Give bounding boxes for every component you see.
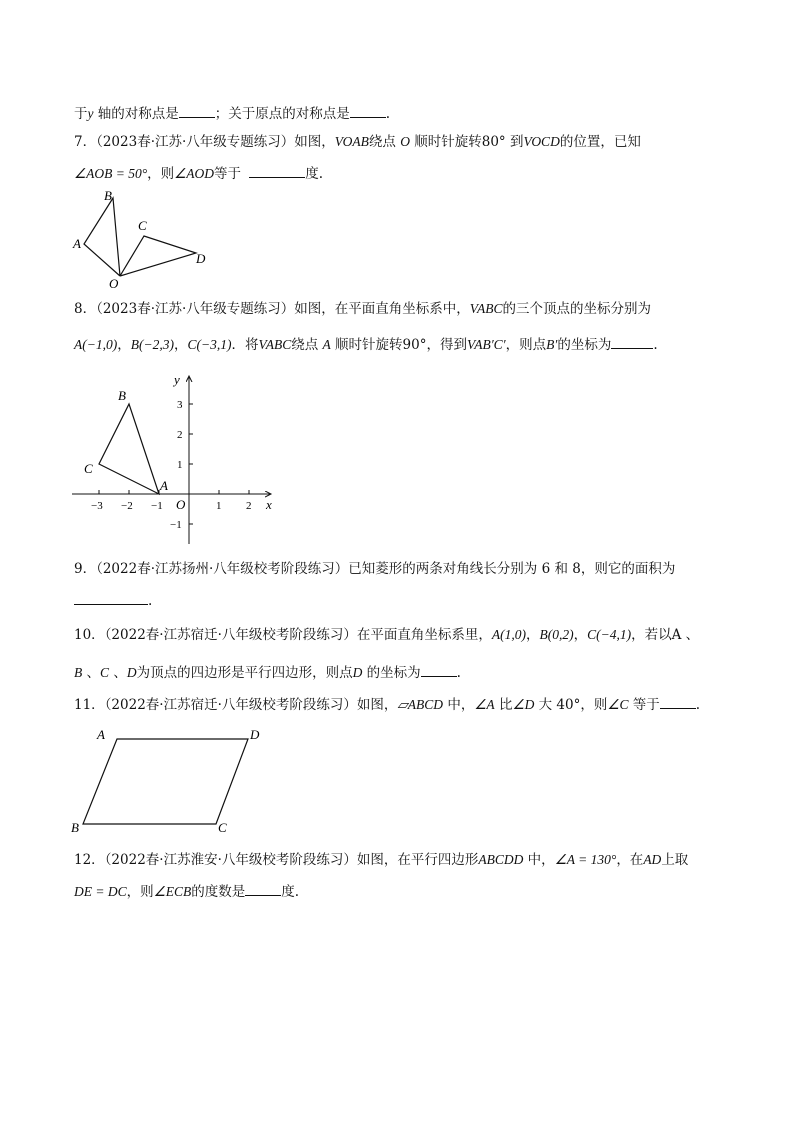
q11-angle: ∠D bbox=[512, 697, 535, 712]
q10-line2 bbox=[74, 662, 461, 683]
q12-text: ，则 bbox=[126, 884, 154, 900]
q10-text: D bbox=[352, 665, 363, 680]
question-source: （2022春·江苏扬州·八年级校考阶段练习） bbox=[96, 561, 349, 577]
q8-text: ， bbox=[173, 337, 188, 353]
fig8-label-c: C bbox=[84, 461, 93, 476]
q8-point-b: B(−2,3) bbox=[130, 337, 174, 352]
q10-text: ， bbox=[573, 627, 588, 643]
fig11-label-c: C bbox=[218, 820, 227, 835]
q8-text: ，得到 bbox=[426, 337, 467, 353]
q10-point-c: C(−4,1) bbox=[587, 627, 632, 642]
fig8-label-b: B bbox=[118, 388, 126, 403]
q7-text: 如图， bbox=[294, 134, 335, 150]
q10-point-b: B(0,2) bbox=[539, 627, 574, 642]
q9-line1 bbox=[74, 559, 675, 579]
origin-label: O bbox=[176, 497, 186, 512]
q7-text: ，则 bbox=[147, 166, 175, 182]
answer-blank bbox=[611, 334, 653, 349]
q12-text: 上取 bbox=[661, 852, 689, 868]
q8-image-triangle: VAB′C′ bbox=[466, 337, 506, 352]
q11-text: 中， bbox=[443, 697, 475, 713]
fig11-label-d: D bbox=[250, 727, 260, 742]
q12-text: 中， bbox=[523, 852, 555, 868]
answer-blank bbox=[660, 694, 696, 709]
q10-text: . bbox=[456, 665, 461, 681]
x-tick-label: −3 bbox=[91, 500, 103, 512]
q6-y-var: y bbox=[87, 106, 94, 121]
q6-text: ；关于原点的对称点是 bbox=[214, 106, 350, 122]
q10-text: ， bbox=[526, 627, 540, 643]
q9-text: . bbox=[148, 593, 153, 609]
q7-triangle-ocd bbox=[120, 236, 196, 276]
q10-text: 在平面直角坐标系里， bbox=[356, 627, 492, 643]
answer-blank bbox=[74, 590, 148, 605]
question-source: （2023春·江苏·八年级专题练习） bbox=[96, 301, 295, 317]
question-number: 11． bbox=[74, 697, 105, 713]
answer-blank bbox=[245, 881, 281, 896]
question-number: 7． bbox=[74, 134, 97, 150]
q8-text: ．将 bbox=[231, 337, 259, 353]
q11-line1 bbox=[74, 694, 700, 715]
q10-text: 、 bbox=[109, 665, 127, 681]
q8-y-ticks bbox=[189, 404, 193, 524]
answer-blank bbox=[350, 103, 386, 118]
x-tick-label: 2 bbox=[246, 500, 252, 512]
q12-condition: DE = DC bbox=[74, 884, 127, 899]
y-tick-label: −1 bbox=[170, 519, 182, 531]
question-number: 9． bbox=[74, 561, 97, 577]
q11-parallelogram: ▱ABCD bbox=[397, 697, 444, 712]
q11-text: 如图， bbox=[356, 697, 398, 713]
q8-text: 绕点 bbox=[291, 337, 323, 353]
q7-text: 顺时针旋转 bbox=[409, 134, 482, 150]
q7-target-angle: ∠AOD bbox=[174, 166, 214, 181]
question-number: 12． bbox=[74, 852, 105, 868]
q7-angle: 80° bbox=[481, 134, 506, 150]
q11-text: 比 bbox=[494, 697, 513, 713]
y-tick-label: 2 bbox=[177, 429, 183, 441]
q11-text: . bbox=[695, 697, 701, 713]
q12-line2 bbox=[74, 881, 299, 902]
q12-text: 度. bbox=[281, 884, 300, 900]
question-source: （2022春·江苏淮安·八年级校考阶段练习） bbox=[104, 852, 357, 868]
question-source: （2022春·江苏宿迁·八年级校考阶段练习） bbox=[104, 697, 357, 713]
q8-coordinate-figure bbox=[66, 370, 286, 550]
q8-point-b-prime: B′ bbox=[546, 337, 558, 352]
q7-point: O bbox=[400, 134, 410, 149]
q8-text: 顺时针旋转 bbox=[330, 337, 403, 353]
q11-angle: ∠A bbox=[474, 697, 495, 712]
q8-line2 bbox=[74, 334, 658, 355]
q6-tail-line bbox=[74, 103, 390, 124]
q8-triangle-abc bbox=[99, 404, 159, 494]
q12-text: 如图，在平行四边形 bbox=[356, 852, 479, 868]
q8-triangle: VABC bbox=[469, 301, 503, 316]
question-number: 8． bbox=[74, 301, 97, 317]
q12-angle: ∠A = 130° bbox=[554, 852, 617, 867]
q12-text: ，在 bbox=[616, 852, 644, 868]
q6-text: 轴的对称点是 bbox=[93, 106, 179, 122]
y-tick-label: 3 bbox=[177, 399, 183, 411]
q9-line2 bbox=[74, 590, 152, 611]
y-tick-label: 1 bbox=[177, 459, 183, 471]
answer-blank bbox=[249, 163, 305, 178]
q8-text: 的坐标为 bbox=[557, 337, 612, 353]
fig7-label-d: D bbox=[196, 251, 206, 266]
x-tick-label: −1 bbox=[151, 500, 163, 512]
x-tick-label: −2 bbox=[121, 500, 133, 512]
fig7-label-a: A bbox=[73, 236, 81, 251]
fig11-label-b: B bbox=[71, 820, 79, 835]
q7-triangle-oab bbox=[84, 198, 120, 276]
question-number: 10． bbox=[74, 627, 105, 643]
q10-text: 、 bbox=[82, 665, 101, 681]
q11-figure bbox=[66, 722, 276, 837]
q11-text: 等于 bbox=[628, 697, 660, 713]
q11-parallelogram-shape bbox=[83, 739, 248, 824]
q8-text: . bbox=[653, 337, 658, 353]
q7-figure bbox=[66, 186, 216, 292]
q12-line1 bbox=[74, 850, 688, 870]
answer-blank bbox=[179, 103, 215, 118]
q10-text: B bbox=[74, 665, 83, 680]
q9-text: 已知菱形的两条对角线长分别为 6 和 8，则它的面积为 bbox=[348, 561, 676, 577]
question-source: （2023春·江苏·八年级专题练习） bbox=[96, 134, 295, 150]
q8-line1 bbox=[74, 299, 651, 319]
q10-text: C bbox=[100, 665, 110, 680]
q10-text: D bbox=[126, 665, 137, 680]
q7-given-angle: ∠AOB = 50° bbox=[74, 166, 148, 181]
q8-text: ，则点 bbox=[505, 337, 547, 353]
fig7-label-o: O bbox=[109, 276, 119, 291]
fig7-label-b: B bbox=[104, 188, 112, 203]
q8-center: A bbox=[322, 337, 331, 352]
q10-point-a: A(1,0) bbox=[491, 627, 527, 642]
q6-text: 于 bbox=[74, 106, 88, 122]
answer-blank bbox=[421, 662, 457, 677]
q12-parallelogram: ABCDD bbox=[478, 852, 524, 867]
q12-text: 的度数是 bbox=[191, 884, 246, 900]
x-axis-label: x bbox=[266, 497, 272, 512]
q8-angle: 90° bbox=[402, 337, 427, 353]
q10-text: 的坐标为 bbox=[362, 665, 421, 681]
q10-text: 为顶点的四边形是平行四边形，则点 bbox=[136, 665, 353, 681]
q7-text: 绕点 bbox=[368, 134, 401, 150]
question-source: （2022春·江苏宿迁·八年级校考阶段练习） bbox=[104, 627, 357, 643]
q6-text: . bbox=[385, 106, 391, 122]
q7-line2 bbox=[74, 163, 323, 184]
q7-text: 的位置，已知 bbox=[559, 134, 641, 150]
fig7-label-c: C bbox=[138, 218, 147, 233]
q8-text: 如图，在平面直角坐标系中， bbox=[294, 301, 470, 317]
q8-x-ticks bbox=[99, 490, 249, 494]
q8-text: 的三个顶点的坐标分别为 bbox=[502, 301, 652, 317]
x-tick-label: 1 bbox=[216, 500, 222, 512]
q7-triangle: VOAB bbox=[334, 134, 369, 149]
q7-line1 bbox=[74, 132, 641, 152]
q11-text: 大 40°，则 bbox=[534, 697, 608, 713]
q12-target-angle: ∠ECB bbox=[153, 884, 192, 899]
q7-triangle: VOCD bbox=[523, 134, 560, 149]
q8-point-a: A(−1,0) bbox=[74, 337, 118, 352]
y-axis-label: y bbox=[174, 372, 180, 387]
q10-text: ，若以A 、 bbox=[631, 627, 700, 643]
q7-text: 到 bbox=[505, 134, 524, 150]
fig8-label-a: A bbox=[160, 478, 168, 493]
q8-triangle: VABC bbox=[258, 337, 292, 352]
fig11-label-a: A bbox=[97, 727, 105, 742]
q12-segment: AD bbox=[643, 852, 662, 867]
q7-text: 等于 bbox=[213, 166, 246, 182]
q8-point-c: C(−3,1) bbox=[187, 337, 232, 352]
q11-angle: ∠C bbox=[607, 697, 629, 712]
q10-line1 bbox=[74, 625, 699, 645]
q7-text: 度. bbox=[305, 166, 324, 182]
q8-text: ， bbox=[117, 337, 131, 353]
